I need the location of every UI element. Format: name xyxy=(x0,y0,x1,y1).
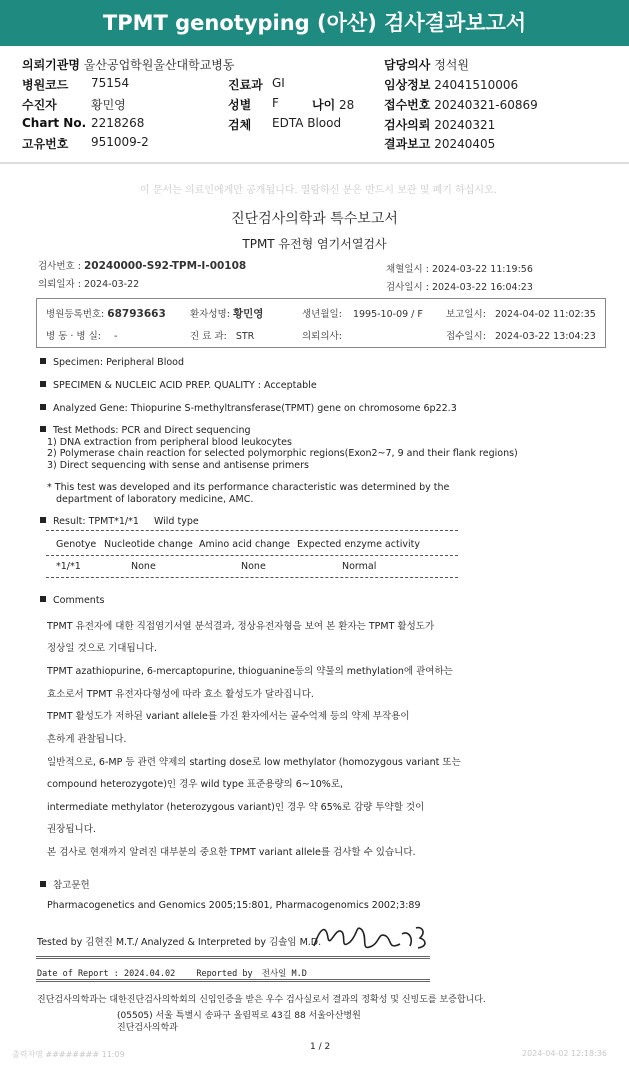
requesting-doctor xyxy=(302,328,342,342)
page-number: 1 / 2 xyxy=(310,1042,331,1052)
print-footer-left: 출력자명 ######## 11:09 xyxy=(12,1050,125,1059)
value: 2024.04.02 xyxy=(124,969,176,979)
table-header: Amino acid change xyxy=(199,539,290,550)
value: 황민영 xyxy=(232,308,264,320)
label: 결과보고 xyxy=(384,137,431,151)
value: 2024-03-22 11:19:56 xyxy=(431,264,533,275)
value: 2024-03-22 16:04:23 xyxy=(431,282,533,293)
text: Test Methods: PCR and Direct sequencing xyxy=(53,425,251,436)
label: Date of Report : xyxy=(37,969,119,979)
label: 생년월일: xyxy=(302,309,342,320)
request-date xyxy=(38,276,139,290)
table-cell: None xyxy=(241,561,266,572)
value: 2218268 xyxy=(91,116,145,130)
value: STR xyxy=(235,331,255,342)
accreditation-statement: 진단검사의학과는 대한진단검사의학회의 신임인증을 받은 우수 검사실로서 결과의 정확성 및 신빙도를 보증합니다. xyxy=(37,995,486,1005)
value: 황민영 xyxy=(91,98,126,112)
header-dept xyxy=(228,76,285,93)
text: SPECIMEN & NUCLEIC ACID PREP. QUALITY : Acceptable xyxy=(53,380,317,391)
value: - xyxy=(114,331,118,342)
label: 검사의뢰 xyxy=(384,118,431,132)
text: Comments xyxy=(53,595,105,606)
table-cell: Normal xyxy=(342,561,377,572)
comment-line: 본 검사로 현재까지 알려진 대부분의 중요한 TPMT variant allele를 검사할 수 있습니다. xyxy=(47,847,416,858)
header-patient xyxy=(22,96,126,113)
bullet-square-icon xyxy=(40,358,46,364)
label: 임상정보 xyxy=(384,78,431,92)
method-step: 1) DNA extraction from peripheral blood leukocytes xyxy=(47,437,292,448)
value: 1995-10-09 / F xyxy=(352,309,423,320)
label: 의뢰일자 : xyxy=(38,279,81,290)
label: 보고일시: xyxy=(446,309,486,320)
value: 20240000-S92-TPM-I-00108 xyxy=(83,260,247,272)
table-bottom-divider xyxy=(46,577,458,578)
value: 2024-04-02 11:02:35 xyxy=(494,309,596,320)
header-institution xyxy=(22,56,235,73)
method-step: 3) Direct sequencing with sense and antisense primers xyxy=(47,460,309,471)
comment-line: 일반적으로, 6-MP 등 관련 약제의 starting dose로 low methylator (homozygous variant 또는 xyxy=(47,757,461,768)
bullet-square-icon xyxy=(40,596,46,602)
bullet-square-icon xyxy=(40,404,46,410)
bullet-square-icon xyxy=(40,881,46,887)
label: 검사일시 : xyxy=(386,282,429,293)
confidential-notice: 이 문서는 의료인에게만 공개됩니다. 열람하신 분은 반드시 보관 및 폐기 하십시오. xyxy=(140,185,497,196)
methods-title xyxy=(40,425,251,436)
department-name: 진단검사의학과 xyxy=(117,1023,178,1033)
bullet-square-icon xyxy=(40,381,46,387)
hospital-address: (05505) 서울 특별시 송파구 올림픽로 43길 88 서울아산병원 xyxy=(117,1011,361,1021)
label: 의뢰기관명 xyxy=(22,58,80,72)
ward-room xyxy=(46,328,117,342)
comment-line: TPMT azathiopurine, 6-mercaptopurine, thioguanine등의 약물의 methylation에 관여하는 xyxy=(47,666,453,677)
table-header: Genotye xyxy=(56,539,97,550)
specimen-line xyxy=(40,357,184,368)
references-text: Pharmacogenetics and Genomics 2005;15:801, Pharmacogenomics 2002;3:89 xyxy=(47,900,421,911)
receipt-datetime xyxy=(446,328,596,342)
header-hospital-code xyxy=(22,76,130,93)
header-divider xyxy=(0,162,629,164)
label: Result: xyxy=(53,516,86,527)
table-cell: *1/*1 xyxy=(56,561,81,572)
exam-number xyxy=(38,258,246,272)
text: Analyzed Gene: Thiopurine S-methyltransferase(TPMT) gene on chromosome 6p22.3 xyxy=(53,403,457,414)
report-banner-title: TPMT genotyping (아산) 검사결과보고서 xyxy=(0,0,629,46)
label: 진 료 과: xyxy=(190,331,227,342)
gene-line xyxy=(40,403,457,414)
comment-line: intermediate methylator (heterozygous variant)인 경우 약 65%로 감량 투약할 것이 xyxy=(47,802,425,813)
value: GI xyxy=(272,76,285,90)
comment-line: compound heterozygote)인 경우 wild type 표준용량의 6~10%로, xyxy=(47,779,344,790)
comment-line: 정상일 것으로 기대됩니다. xyxy=(47,643,158,654)
collect-datetime xyxy=(386,261,533,275)
report-divider xyxy=(36,979,430,982)
value: 951009-2 xyxy=(91,135,149,149)
note-line: department of laboratory medicine, AMC. xyxy=(56,494,254,505)
header-receipt xyxy=(384,96,538,113)
value: 정석원 xyxy=(434,58,469,72)
header-age xyxy=(312,96,354,113)
comment-line: 효소로서 TPMT 유전자다형성에 따라 효소 활성도가 달라집니다. xyxy=(47,689,314,700)
value: EDTA Blood xyxy=(272,116,342,130)
date-of-report xyxy=(37,967,307,979)
header-request xyxy=(384,116,495,133)
document-title: 진단검사의학과 특수보고서 xyxy=(231,211,398,227)
label: 고유번호 xyxy=(22,137,69,151)
label: 진료과 xyxy=(228,78,263,92)
result-line xyxy=(40,516,199,527)
value: 24041510006 xyxy=(434,78,519,92)
header-doctor xyxy=(384,56,469,73)
comment-line: TPMT 활성도가 저하된 variant allele를 가진 환자에서는 골수억제 등의 약제 부작용이 xyxy=(47,711,410,722)
exam-datetime xyxy=(386,279,533,293)
method-step: 2) Polymerase chain reaction for selected polymorphic regions(Exon2~7, 9 and their flank regions) xyxy=(47,448,518,459)
comment-line: 권장됩니다. xyxy=(47,824,96,835)
label: 검체 xyxy=(228,118,252,132)
value: F xyxy=(272,96,279,110)
report-datetime xyxy=(446,306,596,320)
label: 검사번호 : xyxy=(38,261,81,272)
table-header: Expected enzyme activity xyxy=(297,539,420,550)
header-report xyxy=(384,135,495,152)
text: 참고문헌 xyxy=(53,880,90,891)
label: 나이 xyxy=(312,98,336,112)
type: Wild type xyxy=(153,516,199,527)
box-dept xyxy=(190,328,254,342)
table-header: Nucleotide change xyxy=(104,539,193,550)
bullet-square-icon xyxy=(40,517,46,523)
reg-number xyxy=(46,306,166,320)
report-divider xyxy=(36,956,430,959)
value: 20240405 xyxy=(434,137,496,151)
quality-line xyxy=(40,380,317,391)
document-subtitle: TPMT 유전형 염기서열검사 xyxy=(242,237,387,251)
value: 2024-03-22 13:04:23 xyxy=(494,331,596,342)
reported-label: Reported by xyxy=(196,969,253,979)
table-top-divider xyxy=(46,530,458,531)
comments-title xyxy=(40,595,105,606)
label: 병원등록번호: xyxy=(46,309,105,320)
value: 28 xyxy=(339,98,355,112)
text: Specimen: Peripheral Blood xyxy=(53,357,184,368)
signature-image xyxy=(310,916,436,958)
header-sex xyxy=(228,96,279,113)
references-title xyxy=(40,877,90,891)
label: 접수일시: xyxy=(446,331,486,342)
header-clinical xyxy=(384,76,518,93)
comment-line: TPMT 유전자에 대한 직접염기서열 분석결과, 정상유전자형을 보여 본 환자는 TPMT 활성도가 xyxy=(47,621,435,632)
bullet-square-icon xyxy=(40,426,46,432)
table-cell: None xyxy=(131,561,156,572)
label: 담당의사 xyxy=(384,58,431,72)
value: TPMT*1/*1 xyxy=(88,516,139,527)
label: 환자성명: xyxy=(190,309,230,320)
label: 병 동 · 병 실: xyxy=(46,331,102,342)
reported-value: 전사일 M.D xyxy=(261,969,307,979)
header-specimen xyxy=(228,116,342,133)
patient-name xyxy=(190,306,263,321)
comment-line: 흔하게 관찰됩니다. xyxy=(47,734,127,745)
table-header-divider xyxy=(46,555,458,556)
label: Chart No. xyxy=(22,116,87,130)
label: 접수번호 xyxy=(384,98,431,112)
value: 20240321-60869 xyxy=(434,98,538,112)
value: 울산공업학원울산대학교병동 xyxy=(83,58,235,72)
label: 병원코드 xyxy=(22,78,69,92)
note-line: * This test was developed and its performance characteristic was determined by the xyxy=(47,482,450,493)
label: 수진자 xyxy=(22,98,57,112)
tested-by: Tested by 김현진 M.T./ Analyzed & Interpreted by 김솔임 M.D. xyxy=(37,937,322,948)
header-chart xyxy=(22,116,145,130)
label: 채혈일시 : xyxy=(386,264,429,275)
label: 성별 xyxy=(228,98,252,112)
value: 75154 xyxy=(91,76,130,90)
value: 20240321 xyxy=(434,118,496,132)
label: 의뢰의사: xyxy=(302,331,342,342)
birth-date xyxy=(302,306,423,320)
print-footer-right: 2024-04-02 12:18:36 xyxy=(522,1049,607,1058)
value: 68793663 xyxy=(107,308,166,320)
value: 2024-03-22 xyxy=(83,279,140,290)
header-id xyxy=(22,135,149,152)
